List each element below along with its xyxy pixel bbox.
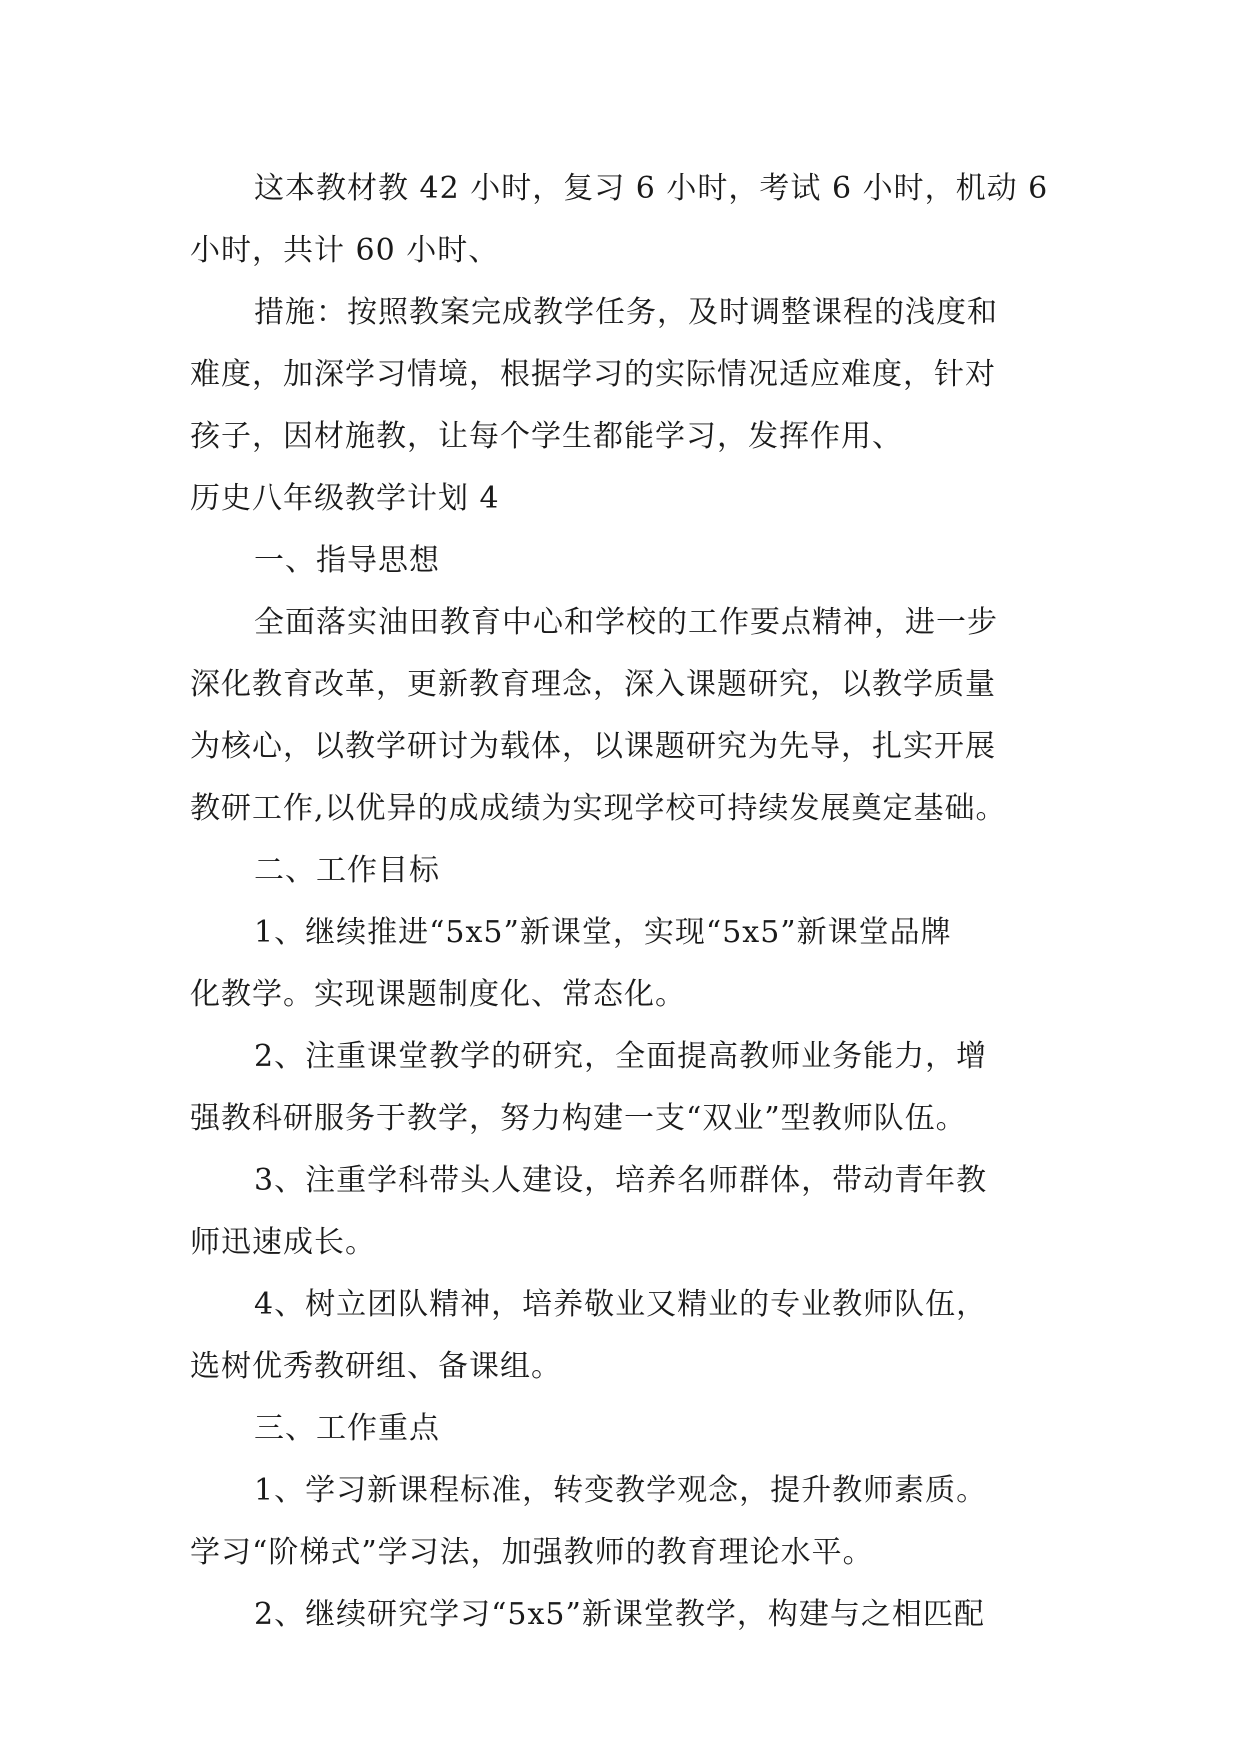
text-line: 强教科研服务于教学，努力构建一支“双业”型教师队伍。 (190, 1101, 967, 1136)
text-line: 小时，共计 60 小时、 (190, 233, 500, 268)
section-heading: 一、指导思想 (254, 543, 440, 578)
text-line: 教研工作,以优异的成成绩为实现学校可持续发展奠定基础。 (190, 791, 1007, 826)
text-line: 这本教材教 42 小时，复习 6 小时，考试 6 小时，机动 6 (254, 171, 1049, 206)
text-line: 孩子，因材施教，让每个学生都能学习，发挥作用、 (190, 419, 903, 454)
text-line: 2、继续研究学习“5x5”新课堂教学，构建与之相匹配 (254, 1597, 985, 1632)
text-line: 全面落实油田教育中心和学校的工作要点精神，进一步 (254, 605, 998, 640)
document-body (190, 158, 1060, 1646)
text-line: 2、注重课堂教学的研究，全面提高教师业务能力，增 (254, 1039, 988, 1074)
text-line: 措施：按照教案完成教学任务，及时调整课程的浅度和 (254, 295, 998, 330)
text-line: 4、树立团队精神，培养敬业又精业的专业教师队伍， (254, 1287, 988, 1322)
text-line: 为核心，以教学研讨为载体，以课题研究为先导，扎实开展 (190, 729, 996, 764)
text-line: 化教学。实现课题制度化、常态化。 (190, 977, 686, 1012)
text-line: 难度，加深学习情境，根据学习的实际情况适应难度，针对 (190, 357, 996, 392)
text-line: 学习“阶梯式”学习法，加强教师的教育理论水平。 (190, 1535, 874, 1570)
text-line: 1、学习新课程标准，转变教学观念，提升教师素质。 (254, 1473, 988, 1508)
text-line: 3、注重学科带头人建设，培养名师群体，带动青年教 (254, 1163, 988, 1198)
text-line: 师迅速成长。 (190, 1225, 376, 1260)
text-line: 深化教育改革，更新教育理念，深入课题研究，以教学质量 (190, 667, 996, 702)
section-heading: 二、工作目标 (254, 853, 440, 888)
section-title: 历史八年级教学计划 4 (190, 481, 500, 516)
section-heading: 三、工作重点 (254, 1411, 440, 1446)
text-line: 选树优秀教研组、备课组。 (190, 1349, 562, 1384)
text-line: 1、继续推进“5x5”新课堂，实现“5x5”新课堂品牌 (254, 915, 952, 950)
